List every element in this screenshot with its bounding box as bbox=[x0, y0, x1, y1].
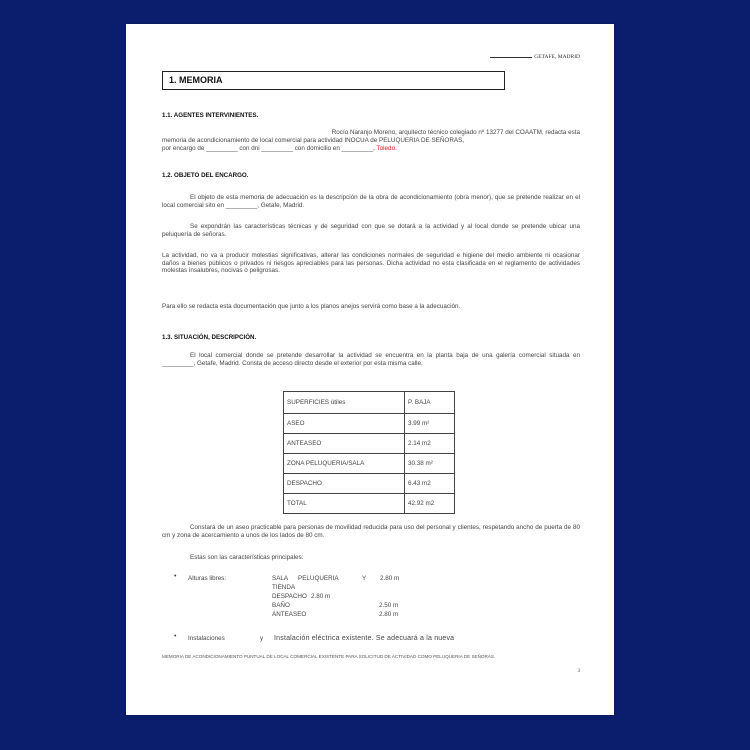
section-title: 1. MEMORIA bbox=[162, 71, 505, 90]
table-cell: DESPACHO bbox=[284, 474, 405, 494]
heading-situacion: 1.3. SITUACIÓN, DESCRIPCIÓN. bbox=[162, 334, 257, 341]
surfaces-table bbox=[283, 391, 455, 514]
after-paragraph-1: Constará de un aseo practicable para personas de movilidad reducida para uso del personal y clientes, respetando ancho de puerta de 80 cm y zona de acercamiento a unos de los lados de 80 cm. bbox=[162, 524, 580, 539]
alturas-despacho-value: 2.80 m bbox=[311, 593, 331, 600]
table-row bbox=[284, 454, 455, 474]
alturas-y: Y bbox=[362, 575, 367, 582]
heading-agentes: 1.1. AGENTES INTERVINIENTES. bbox=[162, 112, 259, 119]
alturas-peluqueria: PELUQUERIA bbox=[298, 575, 339, 582]
s12-paragraph-2: Se expondrán las características técnicas y de seguridad con que se dotará a la actividad y al local donde se pretende ubicar una peluquería de señoras. bbox=[162, 223, 580, 238]
s11-line3-text: por encargo de _________ con dni _________ con domicilio en _________, bbox=[162, 145, 375, 152]
table-cell: ANTEASEO bbox=[284, 434, 405, 454]
table-header-cell: P. BAJA bbox=[405, 392, 455, 414]
alturas-bano-value: 2.50 m bbox=[379, 602, 399, 609]
alturas-label: Alturas libres: bbox=[188, 575, 227, 582]
alturas-tienda: TIENDA bbox=[272, 584, 296, 591]
instalaciones-conj: y bbox=[260, 635, 264, 642]
header-blank-line bbox=[490, 57, 532, 58]
s12-paragraph-4: Para ello se redacta esta documentación que junto a los planos anejos servirá como base a la adecuación. bbox=[162, 303, 461, 310]
alturas-bano: BAÑO bbox=[272, 602, 290, 609]
table-header-cell: SUPERFICIES útiles bbox=[284, 392, 405, 414]
instalaciones-text: Instalación eléctrica existente. Se adecuará a la nueva bbox=[274, 635, 455, 642]
s11-line2: memoria de acondicionamiento de local comercial para actividad INOCUA de PELUQUERIA DE SEÑORAS, bbox=[162, 137, 465, 144]
s12-paragraph-3: La actividad, no va a producir molestias significativas, alterar las condiciones normales de seguridad e higiene del medio ambiente ni ocasionar daños a bienes públicos o privados ni riesgos apreciables para las personas. Dicha actividad no esta clasificada en el reglamento de actividades molestas insalubres, nocivas o peligrosas. bbox=[162, 252, 580, 275]
table-cell: 3.99 m² bbox=[405, 414, 455, 434]
s13-paragraph-1: El local comercial donde se pretende desarrollar la actividad se encuentra en la planta baja de una galería comercial situada en _________, Getafe, Madrid. Consta de acceso directo desde el exterior por esta misma calle. bbox=[162, 352, 580, 367]
header-location bbox=[490, 54, 580, 60]
heading-objeto: 1.2. OBJETO DEL ENCARGO. bbox=[162, 172, 249, 179]
table-cell: ZONA PELUQUERIA/SALA bbox=[284, 454, 405, 474]
alturas-despacho: DESPACHO bbox=[272, 593, 307, 600]
table-cell: 2.14 m2 bbox=[405, 434, 455, 454]
document-page bbox=[126, 24, 614, 715]
table-cell: ASEO bbox=[284, 414, 405, 434]
bullet-icon: • bbox=[174, 633, 177, 640]
s11-city: Toledo. bbox=[374, 145, 397, 152]
table-cell: 30.38 m² bbox=[405, 454, 455, 474]
s12-paragraph-1: El objeto de esta memoria de adecuación es la descripción de la obra de acondicionamiento (obra menor), que se pretende realizar en el local comercial sito en _________, Getafe, Madrid. bbox=[162, 194, 580, 209]
page-number: 3 bbox=[577, 669, 580, 674]
table-cell: TOTAL bbox=[284, 494, 405, 514]
after-paragraph-2: Estas son las características principales: bbox=[190, 554, 304, 561]
table-row bbox=[284, 434, 455, 454]
alturas-anteaseo: ANTEASEO bbox=[272, 611, 307, 618]
instalaciones-label: Instalaciones bbox=[188, 635, 225, 642]
s11-line3 bbox=[162, 145, 580, 153]
table-row bbox=[284, 414, 455, 434]
table-cell: 6.43 m2 bbox=[405, 474, 455, 494]
bullet-icon: • bbox=[174, 573, 177, 580]
alturas-sala-value: 2.80 m bbox=[380, 575, 400, 582]
table-row bbox=[284, 494, 455, 514]
table-header-row bbox=[284, 392, 455, 414]
table-row bbox=[284, 474, 455, 494]
alturas-anteaseo-value: 2.80 m bbox=[379, 611, 399, 618]
table-cell: 42.92 m2 bbox=[405, 494, 455, 514]
alturas-sala: SALA bbox=[272, 575, 289, 582]
s11-line1: Rocío Naranjo Moreno, arquitecto técnico colegiado nº 13277 del COAATM, redacta esta bbox=[331, 129, 580, 136]
header-place: GETAFE, MADRID bbox=[534, 54, 580, 60]
page-footer: MEMORIA DE ACONDICIONAMIENTO PUNTUAL DE LOCAL COMERCIAL EXISTENTE PARA SOLICITUD DE ACTIVIDAD COMO PELUQUERIA DE SEÑORAS. bbox=[162, 654, 496, 659]
